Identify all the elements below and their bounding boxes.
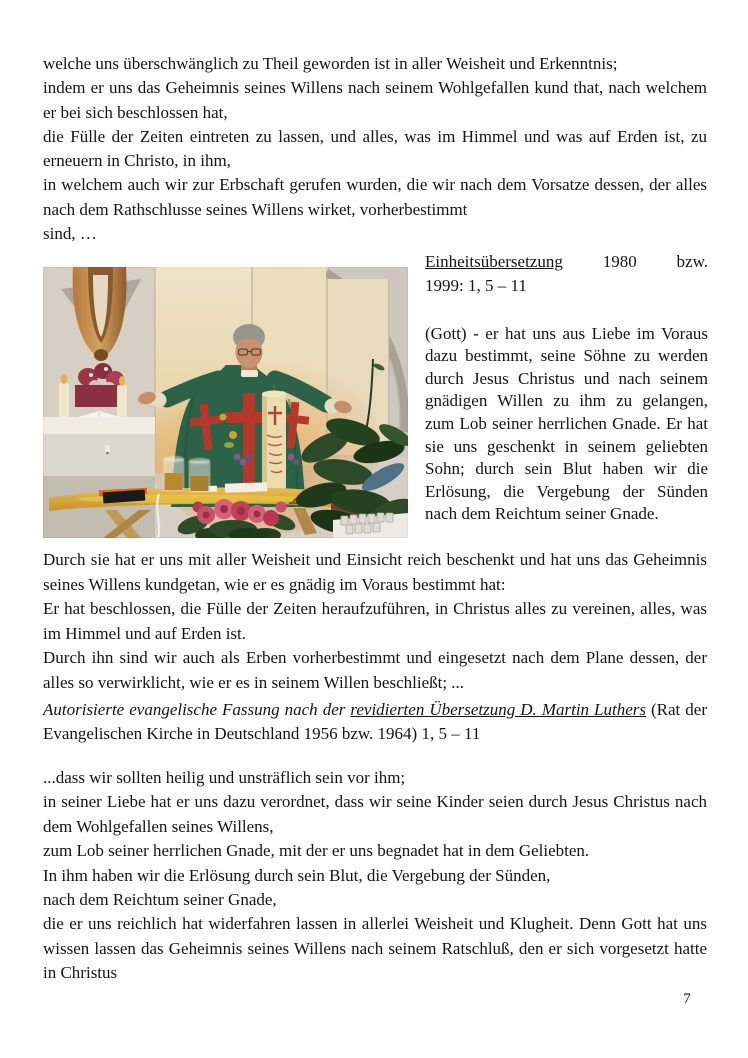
verse: Er hat beschlossen, die Fülle der Zeiten heraufzuführen, in Christus alles zu vereinen, alles, was im Himmel und auf Erden ist. bbox=[43, 599, 707, 643]
verse: in seiner Liebe hat er uns dazu verordnet, dass wir seine Kinder seien durch Jesus Christus nach dem Wohlgefallen seines Willens, bbox=[43, 792, 707, 836]
rose-bouquet bbox=[175, 499, 297, 538]
verse: die er uns reichlich hat widerfahren lassen in allerlei Weisheit und Klugheit. Denn Gott hat uns wissen lassen das Geheimnis seines Willens nach seinem Ratschluß, den er sich vorgesetzt hatte in Christus bbox=[43, 914, 707, 983]
verse: In ihm haben wir die Erlösung durch sein Blut, die Vergebung der Sünden, bbox=[43, 865, 551, 885]
luther-verses bbox=[43, 766, 707, 986]
verse: ...dass wir sollten heilig und unsträflich sein vor ihm; bbox=[43, 768, 406, 787]
luther-heading-line bbox=[43, 698, 707, 747]
middle-verses bbox=[43, 548, 707, 696]
verse: Durch ihn sind wir auch als Erben vorherbestimmt und eingesetzt nach dem Plane dessen, der alles so verwirklicht, wie er es in seinem Willen beschließt; ... bbox=[43, 648, 707, 692]
einheitsuebersetzung-column bbox=[425, 250, 708, 526]
einheitsuebersetzung-years: 1980 bzw. bbox=[602, 252, 709, 271]
verse: indem er uns das Geheimnis seines Willens nach seinem Wohlgefallen kund that, nach welchem er bei sich beschlossen hat, bbox=[43, 78, 707, 122]
collar bbox=[241, 370, 258, 377]
intro-verses bbox=[43, 52, 707, 246]
verse: nach dem Reichtum seiner Gnade, bbox=[43, 890, 277, 910]
altar-mass-photo bbox=[43, 267, 408, 538]
verse: Durch sie hat er uns mit aller Weisheit und Einsicht reich beschenkt und hat uns das Geheimnis seines Willens kundgetan, wie er es gnädig im Voraus bestimmt hat: bbox=[43, 550, 707, 594]
communion-cups-tray bbox=[333, 513, 408, 538]
einheitsuebersetzung-text: (Gott) - er hat uns aus Liebe im Voraus dazu bestimmt, seine Söhne zu werden durch Jesus Christus und nach seinem gnädigen Willen zu ihm zu gelangen, zum Lob seiner herrlichen Gnade. Er hat sie uns geschenkt in seinem geliebten Sohn; durch sein Blut haben wir die Erlösung, die Vergebung der Sünden nach dem Reichtum seiner Gnade. bbox=[425, 323, 708, 524]
verse: zum Lob seiner herrlichen Gnade, mit der er uns begnadet hat in dem Geliebten. bbox=[43, 841, 590, 861]
verse: welche uns überschwänglich zu Theil geworden ist in aller Weisheit und Erkenntnis; bbox=[43, 54, 618, 73]
einheitsuebersetzung-title: Einheitsübersetzung bbox=[425, 252, 563, 271]
page-number: 7 bbox=[683, 991, 691, 1007]
altar-mass-photo-art bbox=[43, 267, 408, 538]
luther-heading-rest: (Rat der Evangelischen Kirche in Deutschland 1956 bzw. 1964) 1, 5 – 11 bbox=[43, 700, 707, 744]
luther-heading bbox=[43, 698, 707, 747]
paschal-candle bbox=[262, 386, 286, 494]
verse: sind, … bbox=[43, 224, 97, 244]
luther-heading-lead: Autorisierte evangelische Fassung nach der bbox=[43, 700, 351, 719]
luther-heading-underlined: revidierten Übersetzung D. Martin Luthers bbox=[350, 700, 646, 719]
verse: in welchem auch wir zur Erbschaft gerufen wurden, die wir nach dem Vorsatze dessen, der alles nach dem Rathschlusse seines Willens wirket, vorherbestimmt bbox=[43, 175, 707, 219]
verse: die Fülle der Zeiten eintreten zu lassen, und alles, was im Himmel und was auf Erden ist, zu erneuern in Christo, in ihm, bbox=[43, 126, 707, 171]
open-missal bbox=[225, 482, 267, 492]
einheitsuebersetzung-reference: 1999: 1, 5 – 11 bbox=[425, 276, 527, 296]
einheitsuebersetzung-heading bbox=[425, 250, 708, 274]
